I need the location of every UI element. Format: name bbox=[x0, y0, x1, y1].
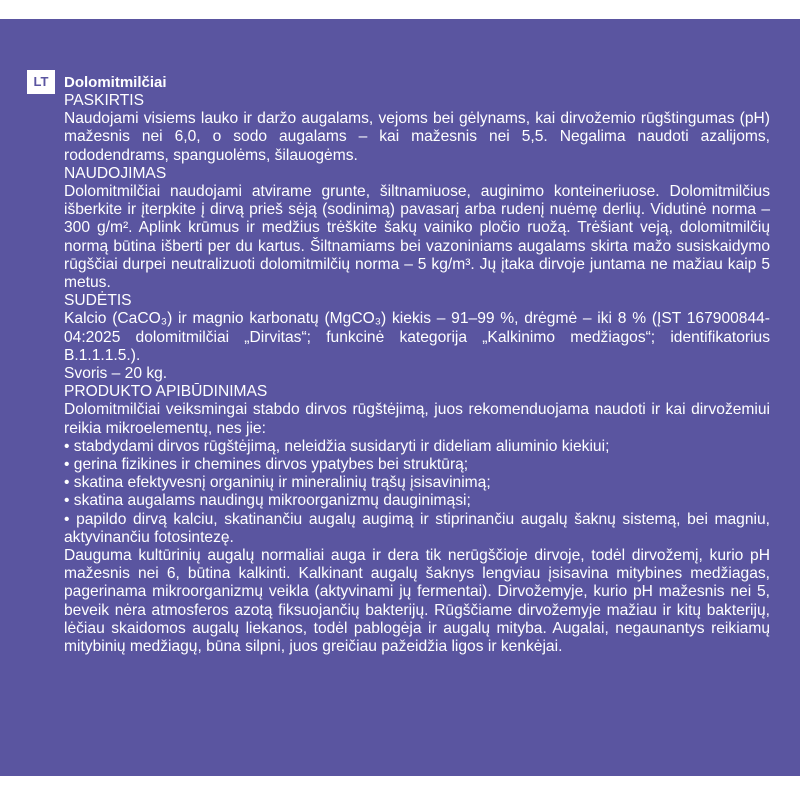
section-heading-produkto: PRODUKTO APIBŪDINIMAS bbox=[64, 383, 268, 401]
section-text-naudojimas: Dolomitmilčiai naudojami atvirame grunte, šiltnamiuose, auginimo konteineriuose. Dolomitmilčius išberkite ir įterpkite į dirvą prieš sėją (sodinimą) pavasarį arba rudenį nuėmę derlių. Vidutinė norma – 300 g/m². Aplink krūmus ir medžius trėškite šakų vainiko pločio ruožą. Trėšiant veją, dolomitmilčių normą būtina išberti per du kartus. Šiltnamiams bei vazoniniams augalams skirta mažo susiskaidymo rūgščiai durpei neutralizuoti dolomitmilčių norma – 5 kg/m³. Jų įtaka dirvoje juntama ne mažiau kaip 5 metus. bbox=[64, 183, 770, 292]
bullet-item: • gerina fizikines ir chemines dirvos ypatybes bei struktūrą; bbox=[64, 456, 469, 474]
section-text-sudetis: Kalcio (CaCO₃) ir magnio karbonatų (MgCO₃) kiekis – 91–99 %, drėgmė – iki 8 % (ĮST 167900844-04:2025 dolomitmilčiai „Dirvitas“; funkcinė kategorija „Kalkinimo medžiagos“; identifikatorius B.1.1.1.5.). bbox=[64, 310, 770, 364]
label-panel bbox=[0, 19, 800, 776]
label-content bbox=[64, 74, 770, 656]
section-text-paskirtis: Naudojami visiems lauko ir daržo augalams, vejoms bei gėlynams, kai dirvožemio rūgštingumas (pH) mažesnis nei 6,0, o sodo augalams – kai mažesnis nei 5,5. Negalima naudoti azalijoms, rododendrams, spanguolėms, šilauogėms. bbox=[64, 110, 770, 164]
section-intro-produkto: Dolomitmilčiai veiksmingai stabdo dirvos rūgštėjimą, juos rekomenduojama naudoti ir kai dirvožemiui reikia mikroelementų, nes jie: bbox=[64, 401, 770, 437]
section-heading-paskirtis: PASKIRTIS bbox=[64, 92, 145, 109]
section-heading-sudetis: SUDĖTIS bbox=[64, 292, 132, 310]
bullet-item: • stabdydami dirvos rūgštėjimą, neleidžia susidaryti ir dideliam aliuminio kiekiui; bbox=[64, 437, 610, 455]
product-title: Dolomitmilčiai bbox=[64, 74, 167, 91]
bullet-item: • skatina augalams naudingų mikroorganizmų dauginimąsi; bbox=[64, 492, 471, 510]
section-outro-produkto: Dauguma kultūrinių augalų normaliai auga ir dera tik nerūgščioje dirvoje, todėl dirvožemį, kurio pH mažesnis nei 6, būtina kalkinti. Kalkinant augalų šaknys lengviau įsisavina mitybines medžiagas, pagerinama mikroorganizmų veikla (aktyvinami jų fermentai). Dirvožemyje, kurio pH mažesnis nei 5, beveik nėra atmosferos azotą fiksuojančių bakterijų. Rūgščiame dirvožemyje mažiau ir kitų bakterijų, lėčiau skaidomos augalų liekanos, todėl pablogėja ir augalų mityba. Augalai, negaunantys reikiamų mitybinių medžiagų, būna silpni, juos greičiau pažeidžia ligos ir kenkėjai. bbox=[64, 547, 770, 656]
bullet-item: • papildo dirvą kalciu, skatinančiu augalų augimą ir stiprinančiu augalų šaknų sistemą, bei magniu, aktyvinančiu fotosintezę. bbox=[64, 510, 770, 546]
section-heading-naudojimas: NAUDOJIMAS bbox=[64, 164, 167, 182]
weight-text: Svoris – 20 kg. bbox=[64, 365, 168, 383]
bullet-item: • skatina efektyvesnį organinių ir mineralinių trąšų įsisavinimą; bbox=[64, 474, 491, 492]
language-badge: LT bbox=[27, 70, 55, 94]
